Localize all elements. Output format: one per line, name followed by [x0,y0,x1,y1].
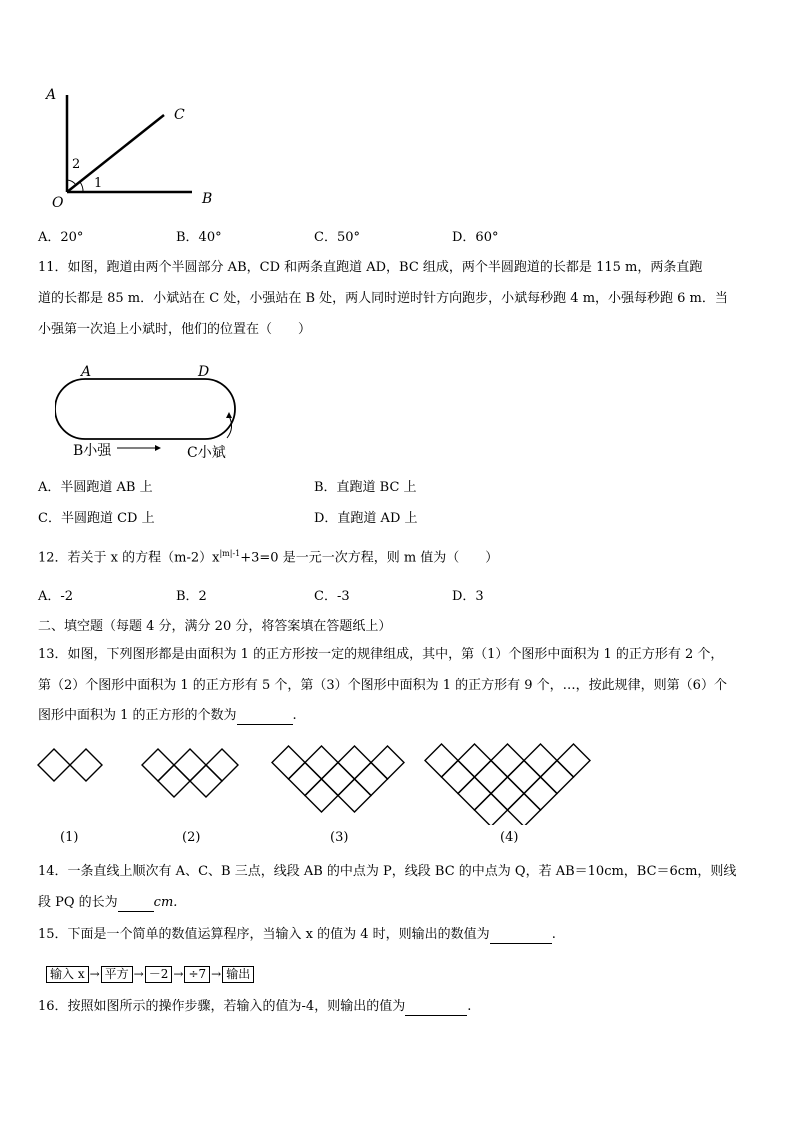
ray-OC [67,115,164,192]
pattern-2 [142,749,238,797]
square-pattern-figures [0,735,794,825]
flow-arrow: → [173,967,184,981]
label-C: C [174,107,185,123]
label-angle-1: 1 [94,176,103,191]
flow-step-divide7: ÷7 [184,966,210,983]
square-patterns [0,735,794,825]
q16-text: 16．按照如图所示的操作步骤，若输入的值为-4，则输出的值为 [38,999,406,1014]
track-outline [55,379,235,439]
flow-arrow: → [211,967,222,981]
angle-arc-2 [67,180,76,185]
q10-option-a: A．20° [38,230,84,245]
q10-option-c: C．50° [314,230,360,245]
caption-2: (2) [182,830,201,845]
q16-end: . [467,999,472,1014]
q11-line3: 小强第一次追上小斌时，他们的位置在（ ） [38,322,312,337]
track-label-c-xiaobin: C小斌 [187,445,226,461]
q14-line2 [38,894,177,912]
q13-line2: 第（2）个图形中面积为 1 的正方形有 5 个，第（3）个图形中面积为 1 的正方形有 9 个，…，按此规律，则第（6）个 [38,678,727,693]
angle-figure [40,85,230,215]
q13-line3-text: 图形中面积为 1 的正方形的个数为 [38,708,237,723]
track-label-b-xiaoqiang: B小强 [73,443,112,459]
label-angle-2: 2 [72,157,81,172]
q13-answer-blank [237,710,293,725]
section-heading-fill-blank: 二、填空题（每题 4 分，满分 20 分，将答案填在答题纸上） [38,619,392,634]
flow-arrow: → [133,967,144,981]
q16-question [38,998,471,1016]
q14-answer-blank [118,897,154,912]
label-B: B [202,191,213,207]
q15-flowchart [46,963,254,983]
track-label-D: D [198,364,210,380]
pattern-4 [425,744,590,825]
caption-4: (4) [500,830,519,845]
label-A: A [46,87,57,103]
caption-3: (3) [330,830,349,845]
q11-option-c: C．半圆跑道 CD 上 [38,511,155,526]
flow-step-square: 平方 [101,966,133,983]
q12-question [38,545,498,567]
q14-line2-pre: 段 PQ 的长为 [38,895,118,910]
q10-option-b: B．40° [176,230,222,245]
q15-end: . [551,927,556,942]
angle-arc-1 [80,182,83,192]
flow-step-input: 输入 x [46,966,89,983]
q12-option-a: A．-2 [38,589,74,604]
q12-exponent: |m|-1 [219,549,241,558]
caption-1: (1) [60,830,79,845]
q11-line2: 道的长都是 85 m．小斌站在 C 处，小强站在 B 处，两人同时逆时针方向跑步，小斌每秒跑 4 m，小强每秒跑 6 m．当 [38,291,728,306]
q16-answer-blank [405,1001,467,1016]
q12-option-d: D．3 [452,589,484,604]
q12-option-b: B．2 [176,589,207,604]
flow-arrow: → [89,967,100,981]
label-O: O [52,195,64,211]
pattern-3 [272,746,404,812]
q13-end: . [292,708,297,723]
q14-unit: cm. [153,895,178,910]
q11-option-a: A．半圆跑道 AB 上 [38,480,153,495]
q10-option-d: D．60° [452,230,499,245]
track-label-A: A [81,364,92,380]
track-figure [55,362,255,462]
q15-question [38,926,556,944]
flow-step-output: 输出 [222,966,254,983]
q12-pre: 12．若关于 x 的方程（m-2）x [38,550,220,566]
flow-step-minus2: －2 [145,966,173,983]
q15-answer-blank [490,929,552,944]
q13-line3 [38,707,297,725]
q13-line1: 13．如图，下列图形都是由面积为 1 的正方形按一定的规律组成，其中，第（1）个图形中面积为 1 的正方形有 2 个， [38,647,724,662]
q12-post: +3=0 是一元一次方程，则 m 值为（ ） [240,550,499,566]
q15-text: 15．下面是一个简单的数值运算程序，当输入 x 的值为 4 时，则输出的数值为 [38,927,490,942]
q11-option-d: D．直跑道 AD 上 [314,511,418,526]
q11-option-b: B．直跑道 BC 上 [314,480,417,495]
q12-option-c: C．-3 [314,589,350,604]
q14-line1: 14．一条直线上顺次有 A、C、B 三点，线段 AB 的中点为 P，线段 BC 的中点为 Q，若 AB＝10cm，BC＝6cm，则线 [38,864,737,879]
q11-line1: 11．如图，跑道由两个半圆部分 AB，CD 和两条直跑道 AD，BC 组成，两个半圆跑道的长都是 115 m，两条直跑 [38,260,703,275]
pattern-1 [38,749,102,781]
